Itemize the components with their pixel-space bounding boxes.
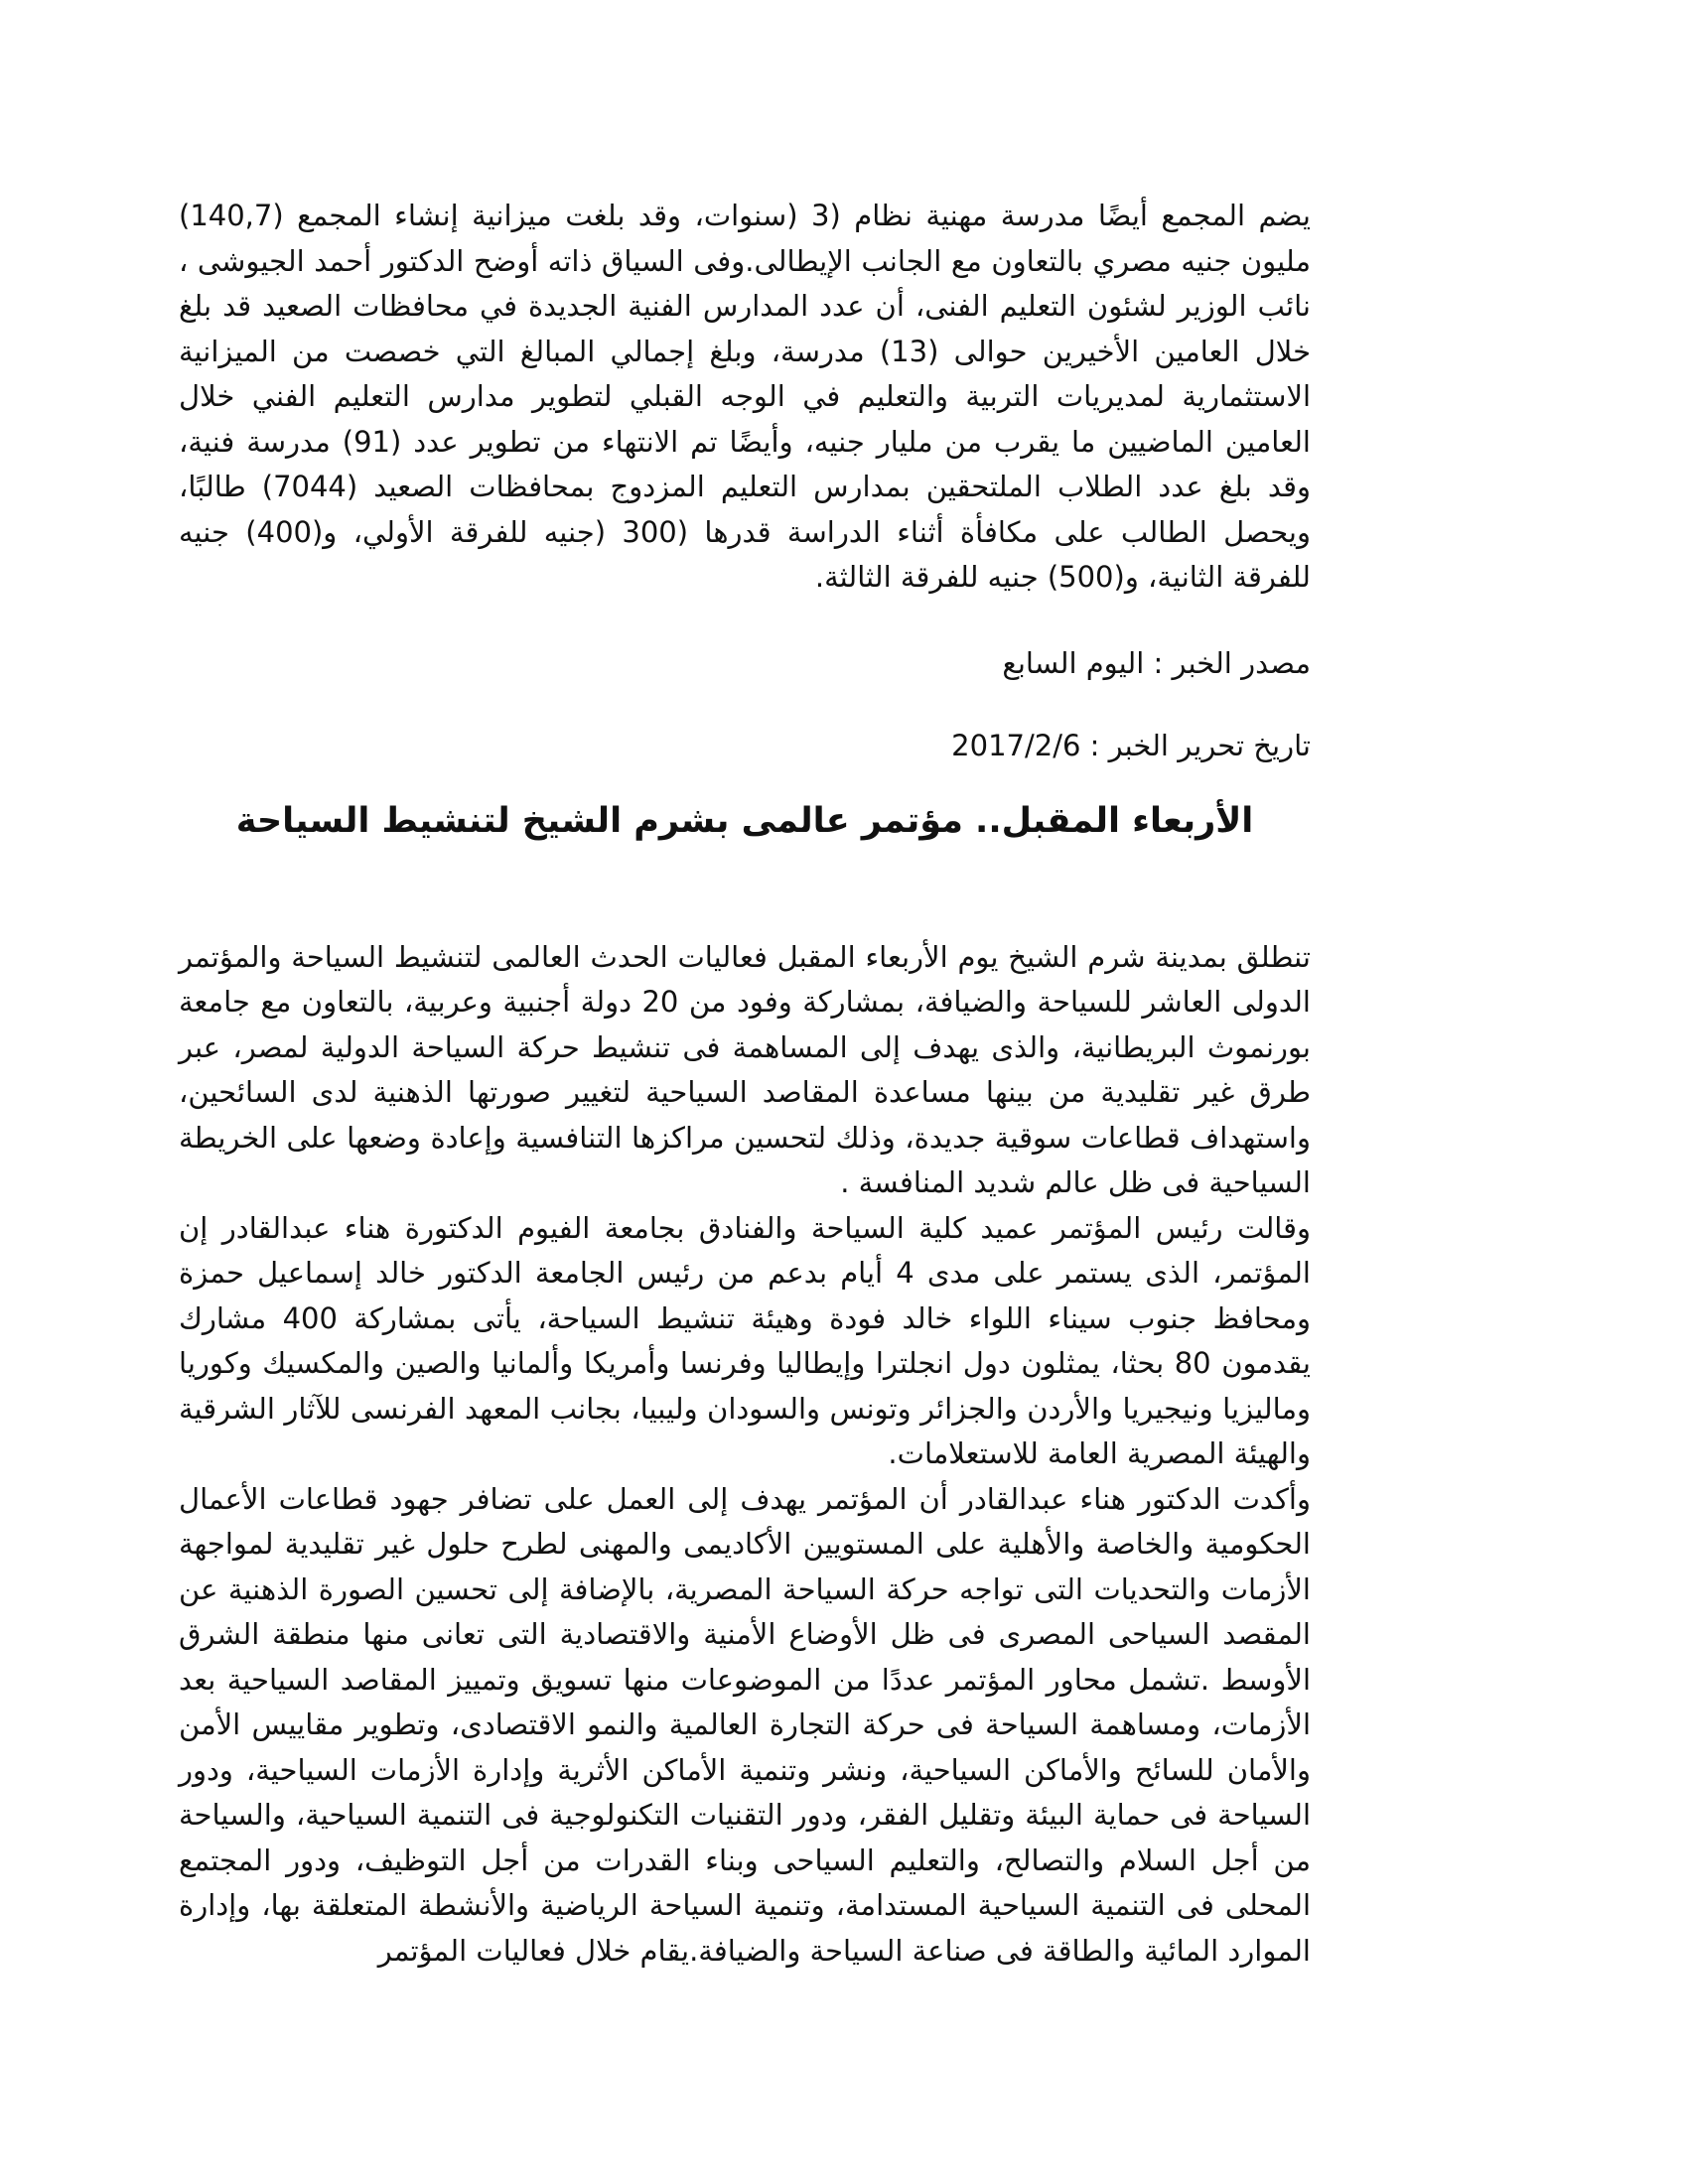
article-paragraph: تنطلق بمدينة شرم الشيخ يوم الأربعاء المقبل فعاليات الحدث العالمى لتنشيط السياحة والمؤتمر الدولى العاشر للسياحة والضيافة، بمشاركة وفود من 20 دولة أجنبية وعربية، بالتعاون مع جامعة بورنموث البريطانية، والذى يهدف إلى المساهمة فى تنشيط حركة السياحة الدولية لمصر، عبر طرق غير تقليدية من بينها مساعدة المقاصد السياحية لتغيير صورتها الذهنية لدى السائحين، واستهداف قطاعات سوقية جديدة، وذلك لتحسين مراكزها التنافسية وإعادة وضعها على الخريطة السياحية فى ظل عالم شديد المنافسة . [179, 939, 1311, 1199]
news-source: مصدر الخبر : اليوم السابع [1002, 645, 1311, 680]
news-date: تاريخ تحرير الخبر : 2017/2/6 [951, 728, 1311, 762]
document-page [179, 194, 1311, 1974]
article-paragraph: وأكدت الدكتور هناء عبدالقادر أن المؤتمر يهدف إلى العمل على تضافر جهود قطاعات الأعمال الحكومية والخاصة والأهلية على المستويين الأكاديمى والمهنى لطرح حلول غير تقليدية لمواجهة الأزمات والتحديات التى تواجه حركة السياحة المصرية، بالإضافة إلى تحسين الصورة الذهنية عن المقصد السياحى المصرى فى ظل الأوضاع الأمنية والاقتصادية التى تعانى منها منطقة الشرق الأوسط .تشمل محاور المؤتمر عددًا من الموضوعات منها تسويق وتمييز المقاصد السياحية بعد الأزمات، ومساهمة السياحة فى حركة التجارة العالمية والنمو الاقتصادى، وتطوير مقاييس الأمن والأمان للسائح والأماكن السياحية، ونشر وتنمية الأماكن الأثرية وإدارة الأزمات السياحية، ودور السياحة فى حماية البيئة وتقليل الفقر، ودور التقنيات التكنولوجية فى التنمية السياحية، والسياحة من أجل السلام والتصالح، والتعليم السياحى وبناء القدرات من أجل التوظيف، ودور المجتمع المحلى فى التنمية السياحية المستدامة، وتنمية السياحة الرياضية والأنشطة المتعلقة بها، وإدارة الموارد المائية والطاقة فى صناعة السياحة والضيافة.يقام خلال فعاليات المؤتمر [179, 1481, 1311, 1968]
intro-paragraph: يضم المجمع أيضًا مدرسة مهنية نظام (3 (سنوات، وقد بلغت ميزانية إنشاء المجمع (140,7) مليون جنيه مصري بالتعاون مع الجانب الإيطالى.وفى السياق ذاته أوضح الدكتور أحمد الجيوشى ، نائب الوزير لشئون التعليم الفنى، أن عدد المدارس الفنية الجديدة في محافظات الصعيد قد بلغ خلال العامين الأخيرين حوالى (13) مدرسة، وبلغ إجمالي المبالغ التي خصصت من الميزانية الاستثمارية لمديريات التربية والتعليم في الوجه القبلي لتطوير مدارس التعليم الفني خلال العامين الماضيين ما يقرب من مليار جنيه، وأيضًا تم الانتهاء من تطوير عدد (91) مدرسة فنية، وقد بلغ عدد الطلاب الملتحقين بمدارس التعليم المزدوج بمحافظات الصعيد (7044) طالبًا، ويحصل الطالب على مكافأة أثناء الدراسة قدرها (300 (جنيه للفرقة الأولي، و(400) جنيه للفرقة الثانية، و(500) جنيه للفرقة الثالثة. [179, 199, 1312, 594]
article-body [179, 935, 1311, 1975]
article-headline: الأربعاء المقبل.. مؤتمر عالمى بشرم الشيخ لتنشيط السياحة [235, 800, 1254, 841]
article-paragraph: وقالت رئيس المؤتمر عميد كلية السياحة والفنادق بجامعة الفيوم الدكتورة هناء عبدالقادر إن المؤتمر، الذى يستمر على مدى 4 أيام بدعم من رئيس الجامعة الدكتور خالد إسماعيل حمزة ومحافظ جنوب سيناء اللواء خالد فودة وهيئة تنشيط السياحة، يأتى بمشاركة 400 مشارك يقدمون 80 بحثا، يمثلون دول انجلترا وإيطاليا وفرنسا وأمريكا وألمانيا والصين والمكسيك وكوريا وماليزيا ونيجيريا والأردن والجزائر وتونس والسودان وليبيا، بجانب المعهد الفرنسى للآثار الشرقية والهيئة المصرية العامة للاستعلامات. [179, 1210, 1312, 1470]
